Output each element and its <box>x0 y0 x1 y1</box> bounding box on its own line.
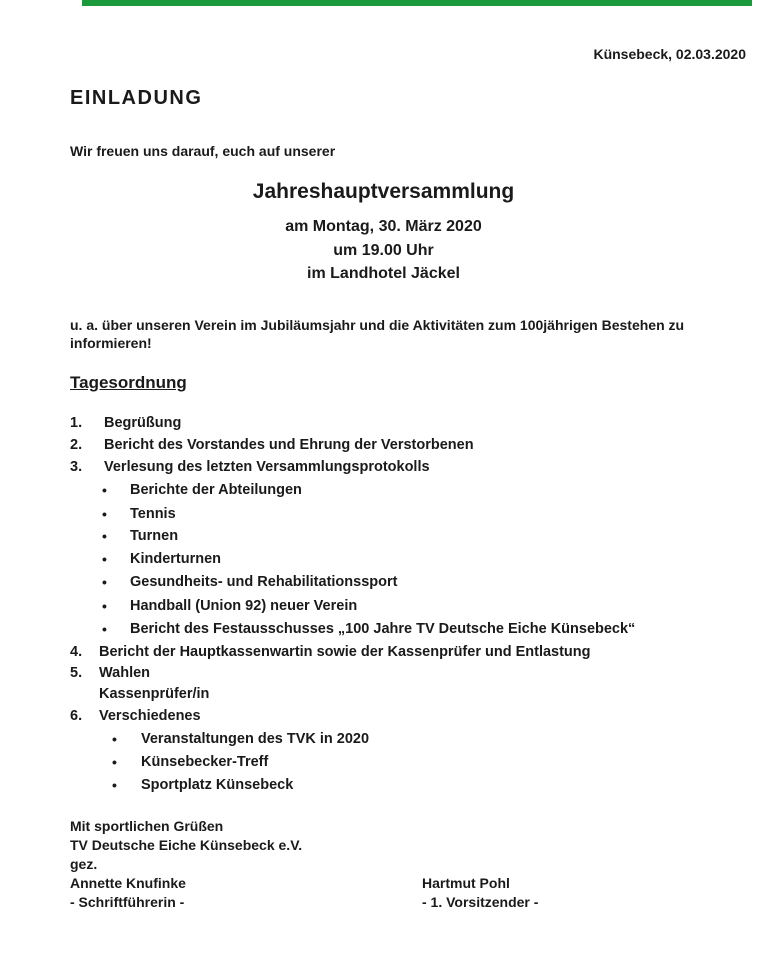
bullet-icon: • <box>102 574 107 590</box>
agenda-item-text: Verlesung des letzten Versammlungsprotokolls <box>104 459 430 475</box>
agenda-item-text: Begrüßung <box>104 415 182 431</box>
agenda-title: Tagesordnung <box>70 373 187 392</box>
event-location: im Landhotel Jäckel <box>307 265 460 282</box>
bullet-icon: • <box>102 506 107 522</box>
event-title: Jahreshauptversammlung <box>252 180 515 203</box>
signer-1-name: Annette Knufinke <box>70 875 186 891</box>
event-date: am Montag, 30. März 2020 <box>285 218 482 235</box>
agenda-item-text: Wahlen <box>99 665 151 681</box>
signer-1-role: - Schriftführerin - <box>70 894 185 910</box>
agenda-item-number: 2. <box>70 437 83 453</box>
closing-gez: gez. <box>70 856 98 872</box>
agenda-item-number: 1. <box>70 415 83 431</box>
date-line: Künsebeck, 02.03.2020 <box>593 46 746 62</box>
signer-2-name: Hartmut Pohl <box>422 875 510 891</box>
document-heading: EINLADUNG <box>70 87 203 109</box>
intro-text: Wir freuen uns darauf, euch auf unserer <box>70 143 336 159</box>
bullet-icon: • <box>112 731 117 747</box>
bullet-icon: • <box>112 754 117 770</box>
agenda-item-text: Bericht der Hauptkassenwartin sowie der Kassenprüfer und Entlastung <box>99 644 591 660</box>
bullet-icon: • <box>102 528 107 544</box>
agenda-item-number: 5. <box>70 665 83 681</box>
agenda-item-number: 3. <box>70 459 83 475</box>
bullet-icon: • <box>102 598 107 614</box>
bullet-icon: • <box>102 621 107 637</box>
agenda-item-number: 4. <box>70 644 83 660</box>
closing-club: TV Deutsche Eiche Künsebeck e.V. <box>70 837 303 853</box>
closing-greeting: Mit sportlichen Grüßen <box>70 818 224 834</box>
bullet-icon: • <box>102 551 107 567</box>
purpose-text: u. a. über unseren Verein im Jubiläumsjahr und die Aktivitäten zum 100jährigen Bestehen zu informieren! <box>70 317 685 351</box>
bullet-icon: • <box>112 777 117 793</box>
agenda-item-text: Verschiedenes <box>99 708 201 724</box>
agenda-item-5-sub: Kassenprüfer/in <box>99 686 210 702</box>
event-time: um 19.00 Uhr <box>333 242 434 259</box>
signer-2-role: - 1. Vorsitzender - <box>422 894 539 910</box>
agenda-item-number: 6. <box>70 708 83 724</box>
top-green-bar <box>82 0 752 6</box>
agenda-item-text: Bericht des Vorstandes und Ehrung der Verstorbenen <box>104 437 474 453</box>
bullet-icon: • <box>102 482 107 498</box>
